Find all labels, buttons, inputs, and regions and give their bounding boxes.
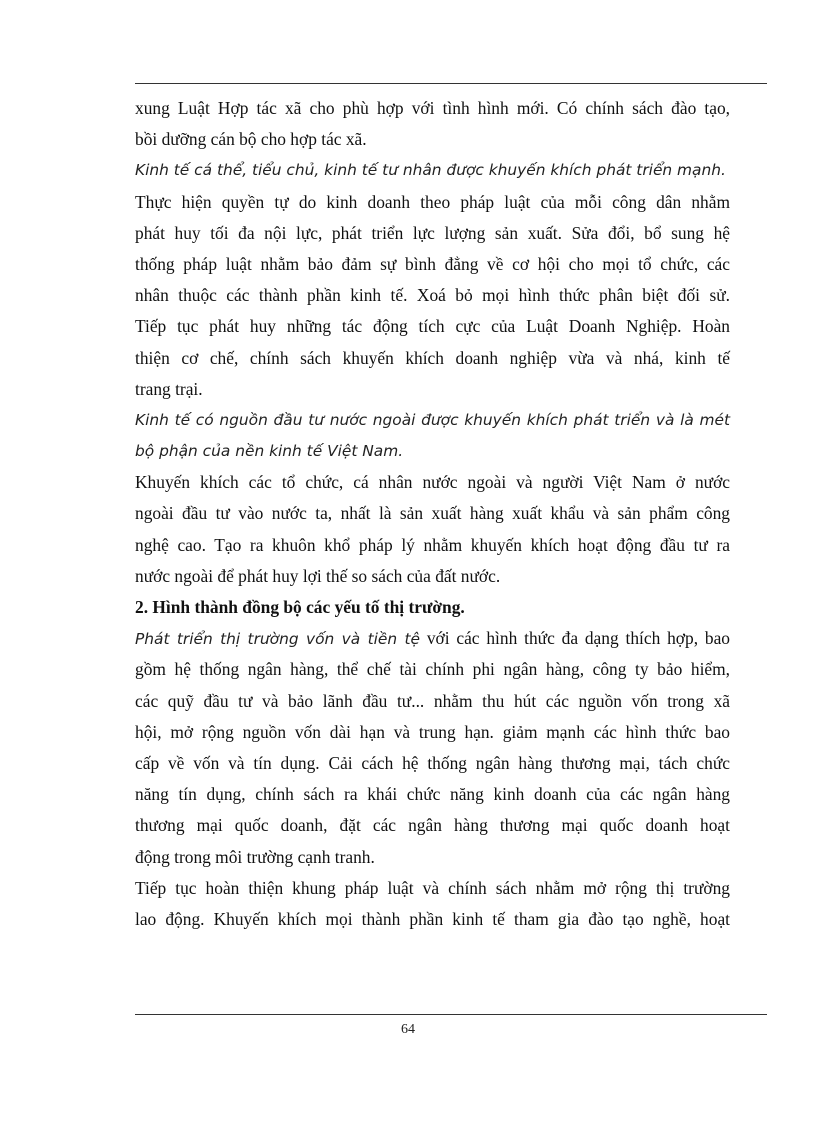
text-line: lao động. Khuyến khích mọi thành phần kinh tế tham gia đào tạo nghề, hoạt (135, 908, 730, 929)
text-line: cấp về vốn và tín dụng. Cải cách hệ thống ngân hàng thương mại, tách chức (135, 752, 730, 773)
text-line: nước ngoài để phát huy lợi thế so sách của đất nước. (135, 565, 501, 586)
text-segment: với các hình thức đa dạng thích hợp, bao (419, 628, 730, 649)
text-line: Khuyến khích các tổ chức, cá nhân nước ngoài và người Việt Nam ở nước (135, 472, 730, 493)
italic-phrase: Phát triển thị trường vốn và tiền tệ (135, 630, 420, 649)
text-line: Tiếp tục hoàn thiện khung pháp luật và chính sách nhằm mở rộng thị trường (135, 877, 730, 898)
text-line: xung Luật Hợp tác xã cho phù hợp với tình hình mới. Có chính sách đào tạo, (135, 98, 730, 118)
text-line: Kinh tế cá thể, tiểu chủ, kinh tế tư nhân được khuyến khích phát triển mạnh. (135, 161, 726, 180)
text-line: Thực hiện quyền tự do kinh doanh theo pháp luật của mỗi công dân nhằm (135, 191, 730, 212)
footer-rule (135, 1014, 767, 1015)
text-line: phát huy tối đa nội lực, phát triển lực lượng sản xuất. Sửa đổi, bổ sung hệ (135, 222, 730, 243)
text-line: Tiếp tục phát huy những tác động tích cực của Luật Doanh Nghiệp. Hoàn (135, 316, 730, 337)
section-heading: 2. Hình thành đồng bộ các yếu tố thị trường. (135, 597, 465, 617)
header-rule (135, 83, 767, 84)
text-line: thương mại quốc doanh, đặt các ngân hàng thương mại quốc doanh hoạt (135, 815, 730, 836)
text-line: Kinh tế có nguồn đầu tư nước ngoài được khuyến khích phát triển và là mét (135, 410, 730, 429)
text-line: bộ phận của nền kinh tế Việt Nam. (135, 442, 404, 461)
text-line: động trong môi trường cạnh tranh. (135, 846, 375, 867)
text-line: thiện cơ chế, chính sách khuyến khích doanh nghiệp vừa và nhá, kinh tế (135, 347, 730, 368)
text-line: ngoài đầu tư vào nước ta, nhất là sản xuất hàng xuất khẩu và sản phẩm công (135, 503, 730, 524)
text-line: hội, mở rộng nguồn vốn dài hạn và trung hạn. giảm mạnh các hình thức bao (135, 721, 730, 742)
text-line: nhân thuộc các thành phần kinh tế. Xoá bỏ mọi hình thức phân biệt đối sử. (135, 285, 730, 306)
text-line: bồi dưỡng cán bộ cho hợp tác xã. (135, 129, 367, 150)
page-number: 64 (401, 1022, 415, 1037)
document-body (135, 93, 730, 935)
text-line: năng tín dụng, chính sách ra khái chức năng kinh doanh của các ngân hàng (135, 784, 730, 805)
text-line (135, 623, 730, 654)
text-line: trang trại. (135, 378, 203, 399)
text-line: gồm hệ thống ngân hàng, thể chế tài chính phi ngân hàng, công ty bảo hiểm, (135, 659, 730, 680)
text-line: nghệ cao. Tạo ra khuôn khổ pháp lý nhằm khuyến khích hoạt động đầu tư ra (135, 534, 730, 555)
text-line: các quỹ đầu tư và bảo lãnh đầu tư... nhằm thu hút các nguồn vốn trong xã (135, 690, 730, 711)
text-line: thống pháp luật nhằm bảo đảm sự bình đẳng về cơ hội cho mọi tổ chức, các (135, 253, 730, 274)
